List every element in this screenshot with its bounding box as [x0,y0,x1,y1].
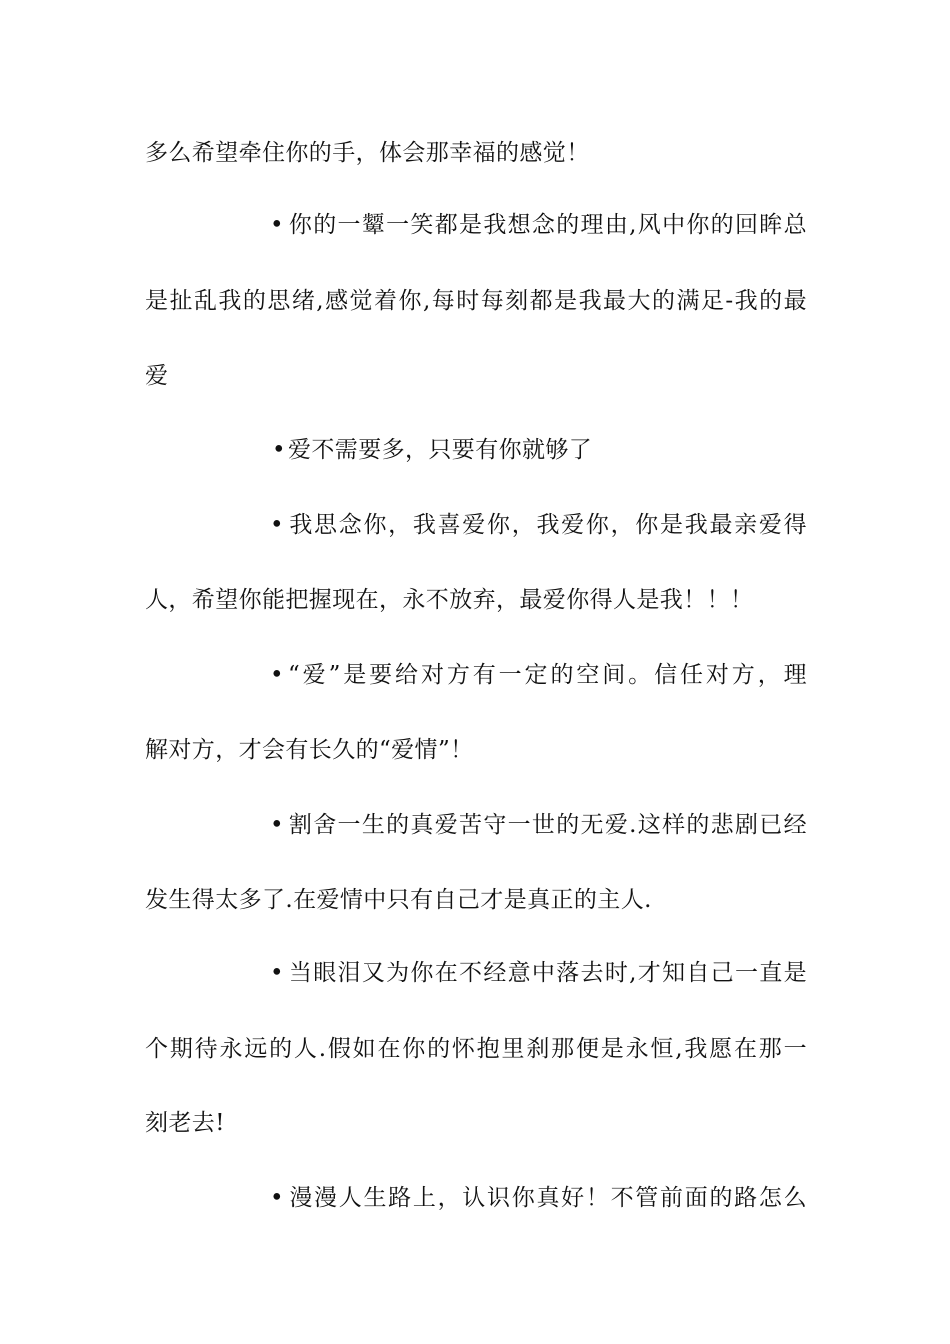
bullet-icon: • [272,437,286,463]
bullet-line [270,435,807,465]
text-line: 刻老去! [145,1110,225,1136]
text-span: “爱”是要给对方有一定的空间。信任对方，理 [288,662,807,688]
bullet-line [270,810,807,840]
text-span: 割舍一生的真爱苦守一世的无爱.这样的悲剧已经 [288,812,807,838]
bullet-line [270,1183,807,1213]
bullet-line [270,510,807,540]
bullet-icon: • [270,662,284,688]
bullet-line [270,660,807,690]
text-span: 我思念你，我喜爱你，我爱你，你是我最亲爱得 [288,512,807,538]
text-line: 人，希望你能把握现在，永不放弃，最爱你得人是我！！！ [145,587,754,613]
bullet-icon: • [270,212,284,238]
bullet-icon: • [270,960,284,986]
text-span: 你的一颦一笑都是我想念的理由,风中你的回眸总 [288,212,807,238]
text-span: 爱不需要多，只要有你就够了 [288,437,593,463]
text-span: 漫漫人生路上，认识你真好！不管前面的路怎么 [288,1185,807,1211]
text-line: 爱 [145,363,169,389]
bullet-icon: • [270,1185,284,1211]
bullet-line [270,958,807,988]
text-line: 个期待永远的人.假如在你的怀抱里刹那便是永恒,我愿在那一 [145,1036,807,1062]
text-line: 是扯乱我的思绪,感觉着你,每时每刻都是我最大的满足-我的最 [145,288,807,314]
bullet-icon: • [270,812,284,838]
text-span: 当眼泪又为你在不经意中落去时,才知自己一直是 [288,960,807,986]
text-line: 发生得太多了.在爱情中只有自己才是真正的主人. [145,887,652,913]
text-line: 解对方，才会有长久的“爱情”！ [145,737,474,763]
bullet-icon: • [270,512,284,538]
bullet-line [270,210,807,240]
text-line: 多么希望牵住你的手，体会那幸福的感觉！ [145,140,590,166]
